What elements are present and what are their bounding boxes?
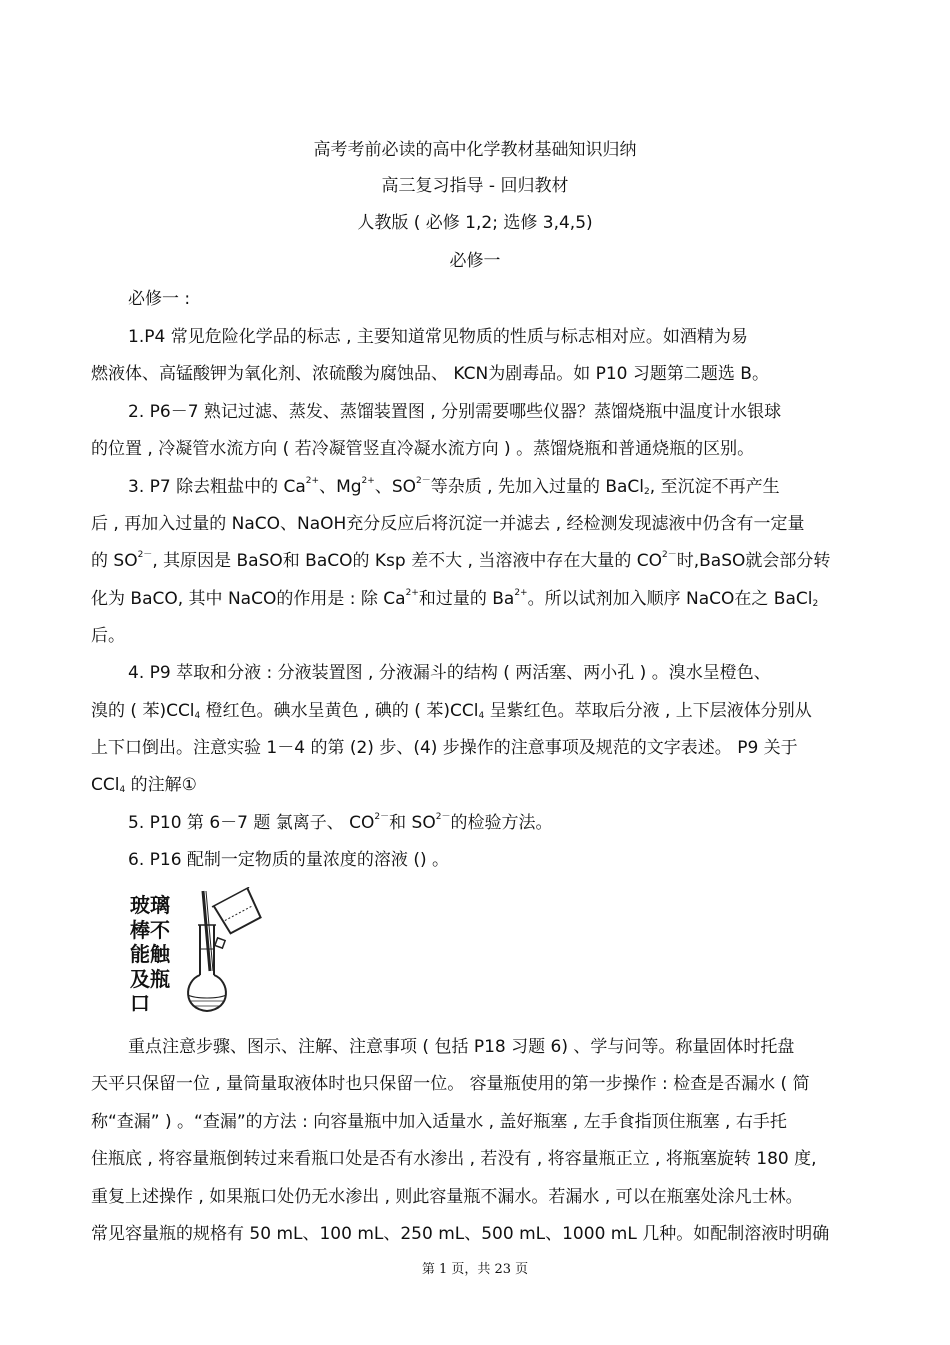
- item3-line4: 化为 BaCO, 其中 NaCO的作用是 : 除 $Ca^{2+}$和过量的 $Ba^{2+}$。所以试剂加入顺序 NaCO在之 BaCl$_2$: [91, 588, 819, 609]
- document-subtitle: 高三复习指导 - 回归教材: [381, 176, 569, 196]
- page-footer: 第 1 页，共 23 页: [421, 1262, 529, 1277]
- item4-line2: 溴的 ( 苯)CCl$_4$ 橙红色。碘水呈黄色 , 碘的 ( 苯)CCl$_4$ 呈紫红色。萃取后分液 , 上下层液体分别从: [91, 701, 812, 721]
- para-line4: 住瓶底 , 将容量瓶倒转过来看瓶口处是否有水渗出 , 若没有 , 将容量瓶正立 , 将瓶塞旋转 180 度,: [91, 1149, 817, 1169]
- para-line3: 称“查漏” ) 。“查漏”的方法 : 向容量瓶中加入适量水 , 盖好瓶塞 , 左手食指顶住瓶塞 , 右手托: [91, 1112, 787, 1132]
- flask-bulb: [188, 975, 226, 1011]
- edition-line: 人教版 ( 必修 1,2; 选修 3,4,5): [357, 213, 593, 233]
- glass-rod: [203, 891, 210, 971]
- volumetric-flask-figure: [130, 887, 270, 1017]
- item6-line1: 6. P16 配制一定物质的量浓度的溶液 () 。: [128, 850, 449, 870]
- item3-line5: 后。: [91, 626, 125, 646]
- item5-line1: 5. P10 第 6－7 题 氯离子、 $CO^{2-}$和 $SO^{2-}$的检验方法。: [128, 812, 553, 833]
- figure-label: 玻璃棒不能触及瓶口: [130, 893, 170, 1015]
- section-heading: 必修一: [449, 251, 501, 271]
- item4-line4: CCl$_4$ 的注解①: [91, 775, 197, 795]
- volumetric-flask-illustration: [178, 887, 270, 1017]
- item2-line2: 的位置 , 冷凝管水流方向 ( 若冷凝管竖直冷凝水流方向 ) 。蒸馏烧瓶和普通烧瓶的区别。: [91, 439, 755, 459]
- item2-line1: 2. P6－7 熟记过滤、蒸发、蒸馏装置图 , 分别需要哪些仪器？蒸馏烧瓶中温度计水银球: [128, 402, 782, 422]
- item3-line1: 3. P7 除去粗盐中的 $Ca^{2+}$、$Mg^{2+}$、$SO^{2-}$等杂质 , 先加入过量的 BaCl$_2$, 至沉淀不再产生: [128, 476, 780, 497]
- beaker-icon: [212, 887, 264, 935]
- para-line5: 重复上述操作 , 如果瓶口处仍无水渗出 , 则此容量瓶不漏水。若漏水 , 可以在瓶塞处涂凡士林。: [91, 1187, 803, 1207]
- item1-line2: 燃液体、高锰酸钾为氧化剂、浓硫酸为腐蚀品、 KCN为剧毒品。如 P10 习题第二题选 B。: [91, 364, 769, 384]
- item3-line2: 后 , 再加入过量的 NaCO、NaOH充分反应后将沉淀一并滤去 , 经检测发现滤液中仍含有一定量: [91, 514, 805, 534]
- item4-line3: 上下口倒出。注意实验 1－4 的第 (2) 步、(4) 步操作的注意事项及规范的文字表述。 P9 关于: [91, 738, 798, 758]
- para-line2: 天平只保留一位 , 量筒量取液体时也只保留一位。 容量瓶使用的第一步操作 : 检查是否漏水 ( 简: [91, 1074, 810, 1094]
- item4-line1: 4. P9 萃取和分液 : 分液装置图 , 分液漏斗的结构 ( 两活塞、两小孔 ) 。溴水呈橙色、: [128, 663, 771, 683]
- item3-line3: 的 $SO^{2-}$, 其原因是 BaSO和 BaCO的 Ksp 差不大 , 当溶液中存在大量的 $CO^{2-}$时,BaSO就会部分转: [91, 550, 831, 571]
- stopper-icon: [215, 938, 225, 948]
- item1-line1: 1.P4 常见危险化学品的标志 , 主要知道常见物质的性质与标志相对应。如酒精为易: [128, 327, 748, 347]
- section-label: 必修一 :: [128, 289, 191, 309]
- para-line1: 重点注意步骤、图示、注解、注意事项 ( 包括 P18 习题 6) 、学与问等。称量固体时托盘: [128, 1037, 795, 1057]
- document-title: 高考考前必读的高中化学教材基础知识归纳: [313, 140, 637, 160]
- para-line6: 常见容量瓶的规格有 50 mL、100 mL、250 mL、500 mL、1000 mL 几种。如配制溶液时明确: [91, 1224, 830, 1244]
